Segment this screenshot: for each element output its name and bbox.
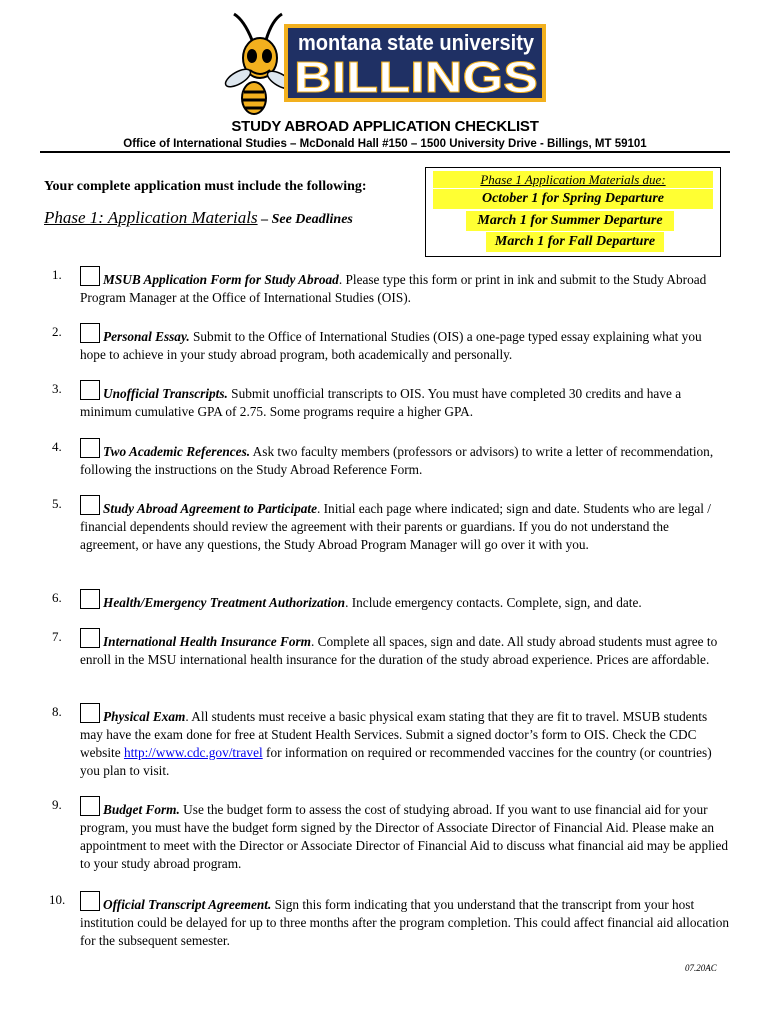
cdc-travel-link[interactable]: http://www.cdc.gov/travel bbox=[123, 745, 263, 760]
item-text: . Please type this form or print in ink and submit to the Study Abroad Program Manager at the Office of International Studies (OIS). bbox=[80, 272, 707, 305]
checklist-item bbox=[52, 495, 730, 554]
item-text: . Complete all spaces, sign and date. All study abroad students must agree to enroll in the MSU international health insurance for the duration of the study abroad experience. Prices are affordable. bbox=[80, 634, 718, 667]
checklist-item bbox=[52, 323, 730, 364]
item-title: Physical Exam bbox=[103, 709, 186, 724]
checklist-item bbox=[52, 703, 730, 780]
item-number: 3. bbox=[52, 381, 62, 396]
phase-heading bbox=[44, 208, 353, 228]
item-text: Sign this form indicating that you understand that the transcript from your host institution could be delayed for up to three months after the program completion. This could affect financial aid allocation for the subsequent semester. bbox=[80, 897, 730, 948]
item-title: Unofficial Transcripts. bbox=[103, 386, 228, 401]
deadline-summer: March 1 for Summer Departure bbox=[466, 211, 674, 231]
item-text-cont: for information on required or recommended vaccines for the country (or countries) you plan to visit. bbox=[80, 745, 712, 778]
item-text: Use the budget form to assess the cost of studying abroad. If you want to use financial aid for your program, you must have the budget form signed by the Director of Associate Director of Financial Aid. Please make an appointment to meet with the Director or Associate Director of Financial Aid to discuss what financial aid may be applied to your study abroad program. bbox=[80, 802, 729, 871]
checklist-item bbox=[52, 589, 730, 612]
item-text: . Include emergency contacts. Complete, sign, and date. bbox=[345, 595, 642, 610]
checklist-item bbox=[52, 266, 730, 307]
item-number: 6. bbox=[52, 590, 62, 605]
checkbox[interactable] bbox=[80, 589, 100, 609]
deadline-fall: March 1 for Fall Departure bbox=[486, 232, 664, 252]
item-text: Ask two faculty members (professors or advisors) to write a letter of recommendation, following the instructions on the Study Abroad Reference Form. bbox=[80, 444, 714, 477]
item-text: . All students must receive a basic physical exam stating that they are fit to travel. MSUB students may have the exam done for free at Student Health Services. Submit a signed doctor’s form to OIS. Check the CDC website bbox=[80, 709, 708, 760]
checkbox[interactable] bbox=[80, 438, 100, 458]
item-number: 7. bbox=[52, 629, 62, 644]
checkbox[interactable] bbox=[80, 796, 100, 816]
item-number: 1. bbox=[52, 267, 62, 282]
item-number: 2. bbox=[52, 324, 62, 339]
logo-line2: BILLINGS bbox=[294, 53, 538, 102]
deadline-spring: October 1 for Spring Departure bbox=[433, 189, 713, 209]
checkbox[interactable] bbox=[80, 380, 100, 400]
checkbox[interactable] bbox=[80, 266, 100, 286]
revision-code: 07.20AC bbox=[685, 963, 717, 973]
item-title: Official Transcript Agreement. bbox=[103, 897, 272, 912]
item-title: MSUB Application Form for Study Abroad bbox=[103, 272, 339, 287]
logo-line1: montana state university bbox=[298, 30, 535, 55]
checklist-item bbox=[52, 628, 730, 669]
item-title: Two Academic References. bbox=[103, 444, 251, 459]
item-number: 9. bbox=[52, 797, 62, 812]
checklist-item bbox=[52, 380, 730, 421]
item-title: Personal Essay. bbox=[103, 329, 190, 344]
checklist-item bbox=[52, 796, 730, 873]
checkbox[interactable] bbox=[80, 891, 100, 911]
deadline-box bbox=[425, 167, 721, 257]
item-number: 4. bbox=[52, 439, 62, 454]
item-title: Budget Form. bbox=[103, 802, 180, 817]
item-number: 8. bbox=[52, 704, 62, 719]
phase-title: Phase 1: Application Materials bbox=[44, 208, 258, 227]
page-title: STUDY ABROAD APPLICATION CHECKLIST bbox=[231, 118, 539, 135]
item-number: 5. bbox=[52, 496, 62, 511]
checklist-item bbox=[49, 891, 730, 950]
checkbox[interactable] bbox=[80, 628, 100, 648]
item-number: 10. bbox=[49, 892, 66, 907]
office-address: Office of International Studies – McDonald Hall #150 – 1500 University Drive - Billings, MT 59101 bbox=[40, 138, 730, 153]
item-text: Submit to the Office of International Studies (OIS) a one-page typed essay explaining what you hope to achieve in your study abroad program, both academically and personally. bbox=[80, 329, 702, 362]
item-text: . Initial each page where indicated; sign and date. Students who are legal / financial dependents should review the agreement with their parents or guardians. If you do not understand the agreement, or have any questions, the Study Abroad Program Manager will go over it with you. bbox=[80, 501, 711, 552]
deadline-heading: Phase 1 Application Materials due: bbox=[433, 171, 713, 188]
item-text: Submit unofficial transcripts to OIS. You must have completed 30 credits and have a minimum cumulative GPA of 2.75. Some programs require a higher GPA. bbox=[80, 386, 682, 419]
checkbox[interactable] bbox=[80, 495, 100, 515]
checkbox[interactable] bbox=[80, 703, 100, 723]
checklist-item bbox=[52, 438, 730, 479]
item-title: Health/Emergency Treatment Authorization bbox=[103, 595, 346, 610]
msub-logo bbox=[222, 6, 548, 118]
checkbox[interactable] bbox=[80, 323, 100, 343]
item-title: Study Abroad Agreement to Participate bbox=[103, 501, 317, 516]
item-title: International Health Insurance Form bbox=[103, 634, 312, 649]
intro-text: Your complete application must include the following: bbox=[44, 179, 367, 194]
phase-suffix: – See Deadlines bbox=[257, 212, 353, 227]
